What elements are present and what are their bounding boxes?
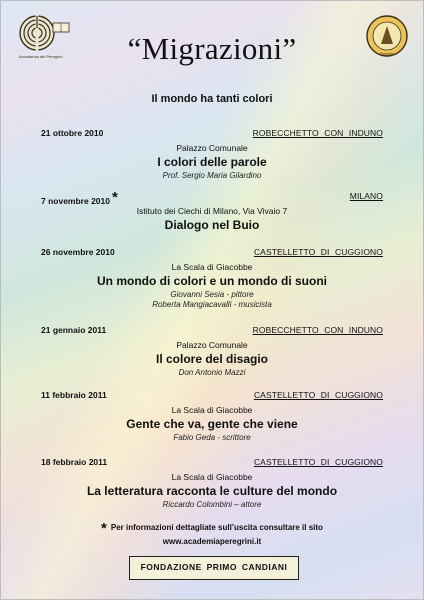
event-venue: Istituto dei Ciechi di Milano, Via Vivaio 7 xyxy=(136,206,288,216)
event-date: 11 febbraio 2011 xyxy=(41,390,107,400)
event-title: Dialogo nel Buio xyxy=(164,218,260,232)
event-date: 21 gennaio 2011 xyxy=(41,325,107,335)
poster-subtitle: Il mondo ha tanti colori xyxy=(151,93,273,105)
event-person: Riccardo Colombini – attore xyxy=(162,500,262,509)
event-date: 18 febbraio 2011 xyxy=(41,457,108,467)
event-person: Don Antonio Mazzi xyxy=(178,368,246,377)
event-2 xyxy=(41,191,383,232)
event-venue: La Scala di Giacobbe xyxy=(171,472,253,482)
logo-left-text: Accademia dei Peregrini xyxy=(19,54,63,59)
event-place: CASTELLETTO DI CUGGIONO xyxy=(253,457,383,467)
asterisk-icon: * xyxy=(101,520,107,537)
event-title: Un mondo di colori e un mondo di suoni xyxy=(97,274,327,288)
event-place: CASTELLETTO DI CUGGIONO xyxy=(253,247,383,257)
poster-title: “Migrazioni” xyxy=(127,31,297,66)
event-date: 21 ottobre 2010 xyxy=(41,128,104,138)
website-link[interactable]: www.academiaperegrini.it xyxy=(162,537,262,546)
event-person: Fabio Geda - scrittore xyxy=(173,433,251,442)
event-title: I colori delle parole xyxy=(157,155,267,169)
event-person: Prof. Sergio Maria Gilardino xyxy=(162,171,262,180)
event-venue: Palazzo Comunale xyxy=(176,143,248,153)
event-venue: Palazzo Comunale xyxy=(176,340,248,350)
event-place: ROBECCHETTO CON INDUNO xyxy=(252,128,383,138)
event-date-text: 7 novembre 2010 xyxy=(41,196,110,206)
event-place: MILANO xyxy=(349,191,383,201)
event-title: La letteratura racconta le culture del mondo xyxy=(86,484,338,498)
event-venue: La Scala di Giacobbe xyxy=(171,262,253,272)
event-person: Giovanni Sesia - pittore xyxy=(170,290,254,299)
event-3 xyxy=(41,247,383,309)
event-person: Roberta Mangiacavalli - musicista xyxy=(152,300,272,309)
event-5 xyxy=(41,390,383,442)
event-place: ROBECCHETTO CON INDUNO xyxy=(252,325,383,335)
info-text: Per informazioni dettagliate sull’uscita consultare il sito xyxy=(110,523,323,532)
event-venue: La Scala di Giacobbe xyxy=(171,405,253,415)
event-date: 26 novembre 2010 xyxy=(41,247,115,257)
asterisk-icon: * xyxy=(111,189,118,206)
event-6 xyxy=(41,457,383,509)
logo-right-text: Peregrini xyxy=(379,52,395,56)
event-title: Gente che va, gente che viene xyxy=(126,417,298,431)
event-1 xyxy=(41,128,383,180)
event-title: Il colore del disagio xyxy=(155,352,269,366)
info-note xyxy=(1,520,423,537)
event-place: CASTELLETTO DI CUGGIONO xyxy=(253,390,383,400)
event-4 xyxy=(41,325,383,377)
foundation-label: FONDAZIONE PRIMO CANDIANI xyxy=(129,556,299,580)
event-date xyxy=(41,191,118,208)
